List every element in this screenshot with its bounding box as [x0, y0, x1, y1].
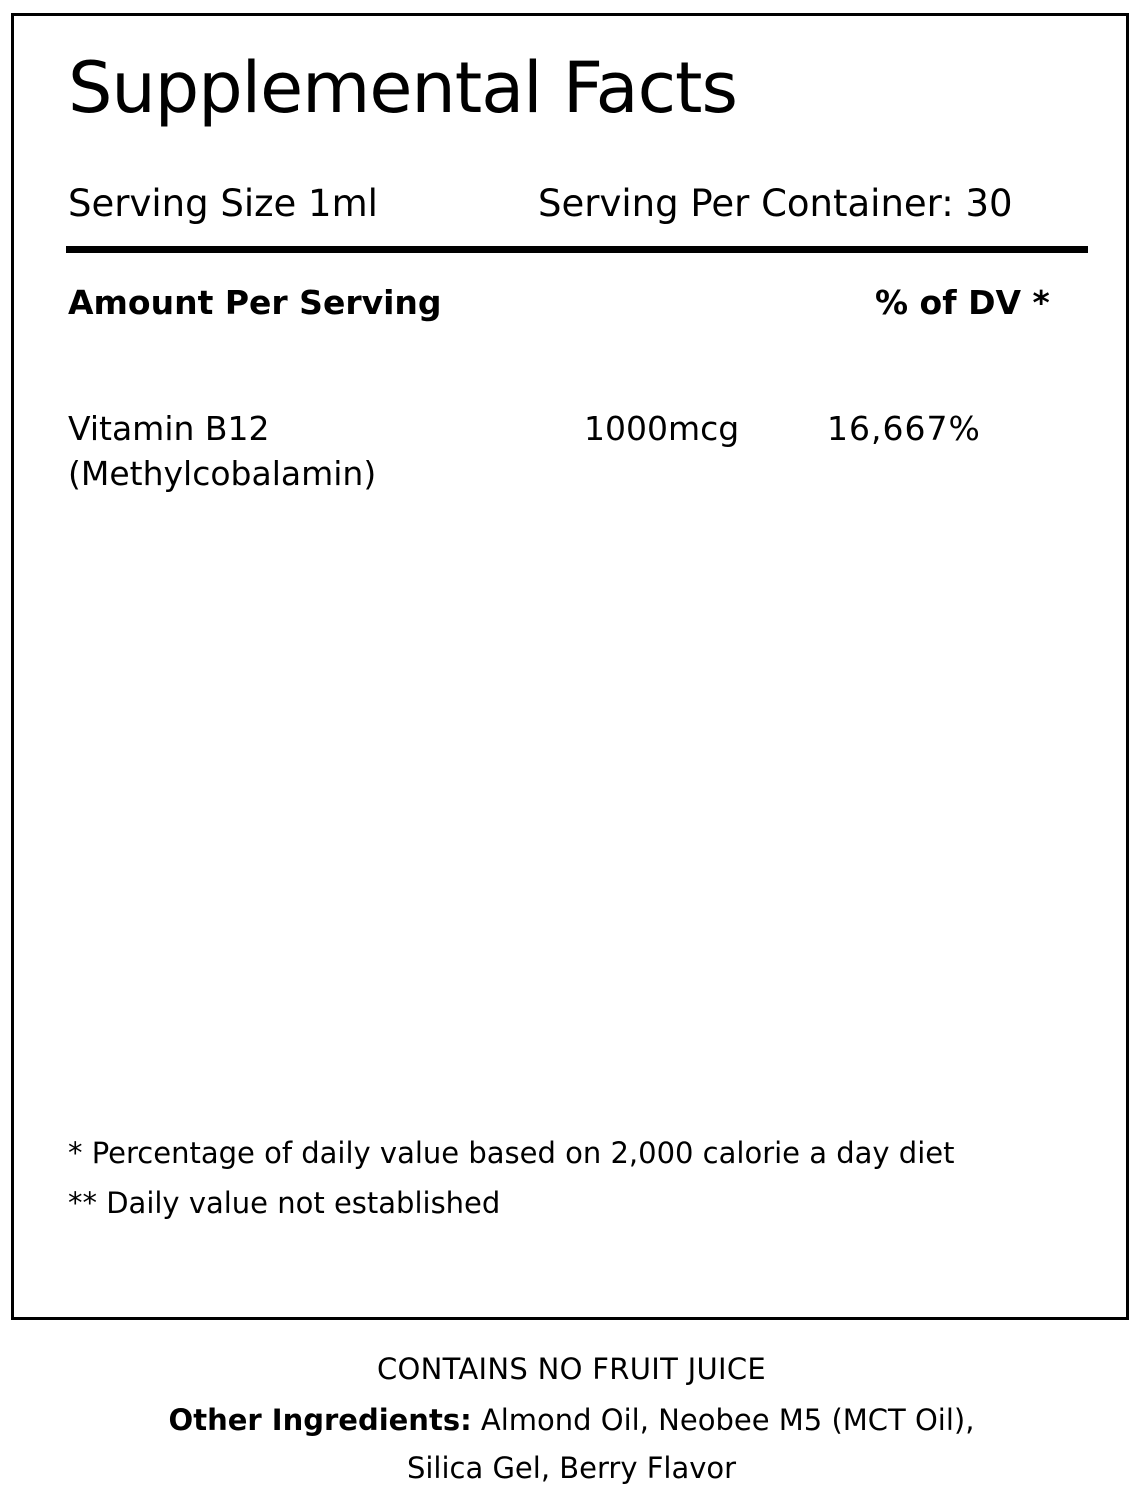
servings-per-container: Serving Per Container: 30: [538, 181, 1013, 225]
other-ingredients-label: Other Ingredients:: [168, 1402, 472, 1437]
nutrient-daily-value: 16,667%: [827, 409, 981, 449]
footnote-percentage-daily-value: * Percentage of daily value based on 2,000 calorie a day diet: [68, 1135, 955, 1170]
supplement-facts-content: [62, 47, 1090, 1307]
other-ingredients-values-line1: Almond Oil, Neobee M5 (MCT Oil),: [480, 1402, 975, 1437]
nutrient-name-line2: (Methylcobalamin): [68, 454, 377, 494]
serving-info-row: [62, 181, 1090, 225]
table-row: [62, 407, 1090, 496]
header-divider: [66, 246, 1088, 253]
page-title: Supplemental Facts: [68, 47, 737, 129]
daily-value-header: % of DV *: [875, 283, 1050, 323]
footnote-daily-value-not-established: ** Daily value not established: [68, 1186, 501, 1221]
nutrient-name: [68, 407, 584, 496]
supplement-facts-panel: [11, 13, 1129, 1320]
nutrient-amount: 1000mcg: [584, 409, 740, 449]
other-ingredients-line1: [0, 1396, 1143, 1445]
below-panel-notes: [0, 1345, 1143, 1493]
other-ingredients-line2: Silica Gel, Berry Flavor: [406, 1451, 737, 1486]
amount-per-serving-header: Amount Per Serving: [68, 283, 442, 323]
nutrient-name-line1: Vitamin B12: [68, 409, 270, 449]
serving-size: Serving Size 1ml: [68, 181, 378, 225]
contains-no-fruit-juice-note: CONTAINS NO FRUIT JUICE: [376, 1352, 767, 1386]
table-header-row: [62, 285, 1090, 321]
footnotes: [68, 1128, 954, 1230]
